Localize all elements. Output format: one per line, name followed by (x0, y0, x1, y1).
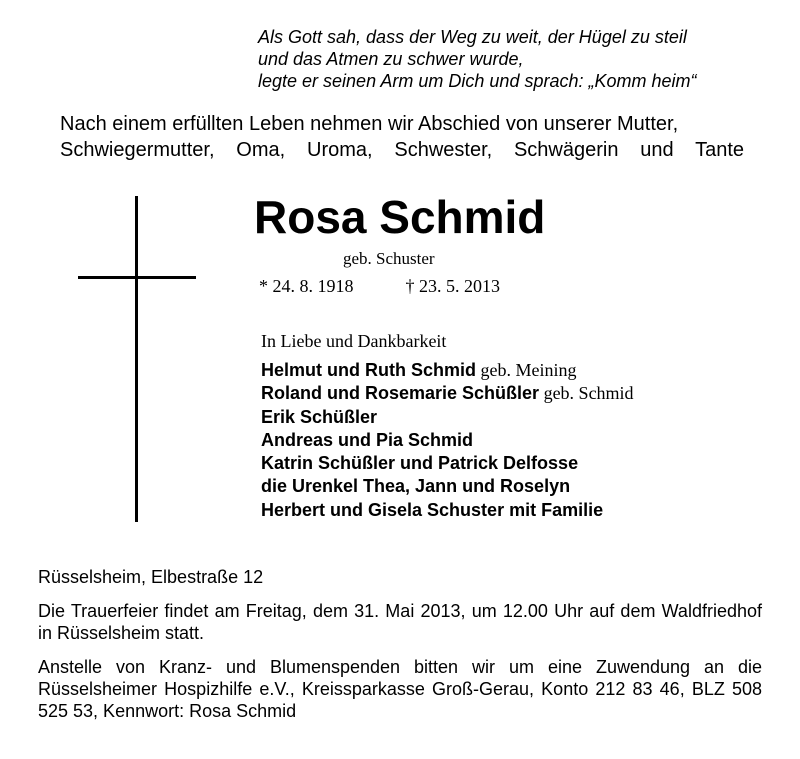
mourner-names: Katrin Schüßler und Patrick Delfosse (261, 453, 579, 474)
mourner-names: Herbert und Gisela Schuster mit Familie (261, 499, 604, 520)
poem-line: legte er seinen Arm um Dich und sprach: „Komm heim“ (258, 71, 697, 91)
mourner-names: Roland und Rosemarie Schüßler (261, 383, 540, 404)
death-date: † 23. 5. 2013 (405, 276, 500, 296)
mourner-note: geb. Schmid (539, 383, 634, 404)
mourner-row (261, 359, 634, 382)
mourner-row (261, 475, 634, 498)
mourner-names: Helmut und Ruth Schmid (261, 360, 476, 380)
mourner-names: die Urenkel Thea, Jann und Roselyn (261, 476, 571, 497)
cross-icon-bar (78, 276, 196, 279)
mourner-note: geb. Meining (476, 360, 577, 380)
poem-line: Als Gott sah, dass der Weg zu weit, der Hügel zu steil (258, 27, 687, 47)
mourner-row (261, 499, 634, 522)
funeral-info: Die Trauerfeier findet am Freitag, dem 31. Mai 2013, um 12.00 Uhr auf dem Waldfriedhof in Rüsselsheim statt. (38, 601, 762, 643)
intro-text (60, 111, 744, 163)
mourner-row (261, 452, 634, 475)
mourner-names: Andreas und Pia Schmid (261, 429, 474, 450)
birth-date: * 24. 8. 1918 (259, 276, 354, 296)
life-dates (259, 276, 500, 297)
address: Rüsselsheim, Elbestraße 12 (38, 567, 264, 587)
mourner-row (261, 429, 634, 452)
mourner-row (261, 406, 634, 429)
poem-verse (258, 26, 778, 92)
donation-info: Anstelle von Kranz- und Blumenspenden bitten wir um eine Zuwendung an die Rüsselsheimer Hospizhilfe e.V., Kreissparkasse Groß-Gerau, Konto 212 83 46, BLZ 508 525 53, Kennwort: Rosa Schmid (38, 657, 762, 721)
mourner-names: Erik Schüßler (261, 406, 378, 427)
maiden-name: geb. Schuster (343, 249, 435, 268)
mourners-intro: In Liebe und Dankbarkeit (261, 331, 447, 351)
cross-icon (135, 196, 138, 522)
poem-line: und das Atmen zu schwer wurde, (258, 49, 524, 69)
mourner-row (261, 382, 634, 405)
intro-line-1: Nach einem erfüllten Leben nehmen wir Abschied von unserer Mutter, (60, 113, 679, 135)
deceased-name: Rosa Schmid (254, 191, 546, 243)
mourners-list (261, 359, 634, 522)
intro-line-2: Schwiegermutter, Oma, Uroma, Schwester, Schwägerin und Tante (60, 139, 744, 161)
